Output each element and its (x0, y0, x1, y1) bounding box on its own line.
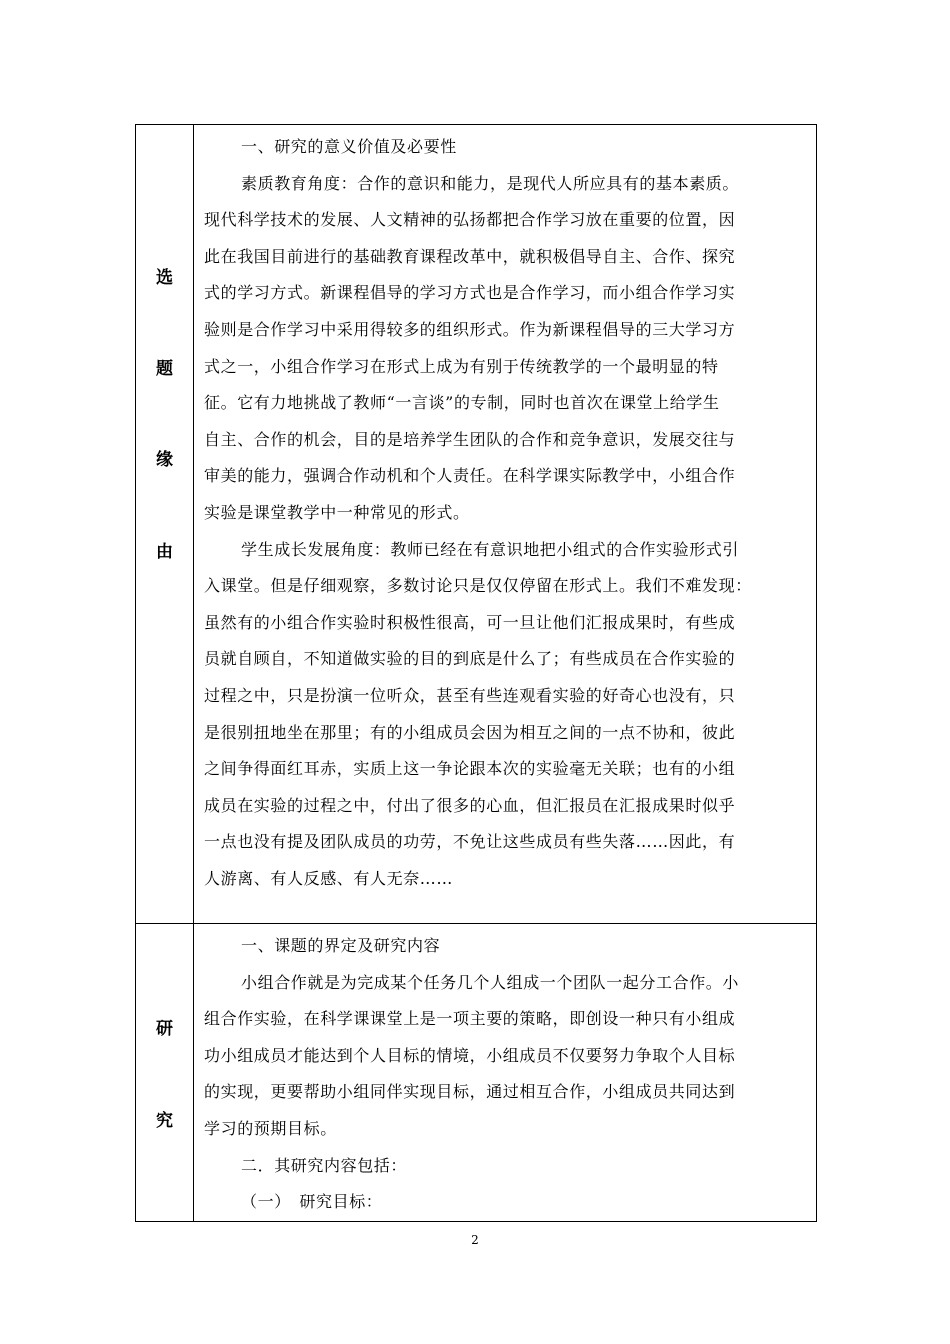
label-char: 究 (156, 1111, 173, 1131)
paragraph-line: 功小组成员才能达到个人目标的情境，小组成员不仅要努力争取个人目标 (204, 1045, 736, 1065)
paragraph-line: 现代科学技术的发展、人文精神的弘扬都把合作学习放在重要的位置，因 (204, 210, 736, 230)
paragraph-line: 员就自顾自，不知道做实验的目的到底是什么了；有些成员在合作实验的 (204, 649, 736, 669)
subsection-heading: （一） 研究目标： (241, 1192, 383, 1212)
content-cell-research (194, 924, 817, 1222)
paragraph-line: 是很别扭地坐在那里；有的小组成员会因为相互之间的一点不协和，彼此 (204, 722, 736, 742)
paragraph-line: 式之一，小组合作学习在形式上成为有别于传统教学的一个最明显的特 (204, 356, 719, 376)
paragraph-line: 式的学习方式。新课程倡导的学习方式也是合作学习，而小组合作学习实 (204, 283, 736, 303)
label-char: 题 (156, 359, 173, 379)
paragraph-line: 学习的预期目标。 (204, 1118, 337, 1138)
paragraph-line: 组合作实验，在科学课课堂上是一项主要的策略，即创设一种只有小组成 (204, 1009, 736, 1029)
subsection-heading: 二．其研究内容包括： (241, 1155, 408, 1175)
table-row-topic-origin (136, 125, 817, 924)
table-row-research (136, 924, 817, 1222)
label-cell-research (136, 924, 194, 1222)
paragraph-line: 验则是合作学习中采用得较多的组织形式。作为新课程倡导的三大学习方 (204, 319, 736, 339)
paragraph-line: 小组合作就是为完成某个任务几个人组成一个团队一起分工合作。小 (241, 972, 740, 992)
paragraph-line: 审美的能力，强调合作动机和个人责任。在科学课实际教学中，小组合作 (204, 466, 736, 486)
document-table (135, 124, 817, 1222)
label-char: 选 (156, 268, 173, 288)
paragraph-line: 自主、合作的机会，目的是培养学生团队的合作和竞争意识，发展交往与 (204, 429, 736, 449)
paragraph-line: 入课堂。但是仔细观察，多数讨论只是仅仅停留在形式上。我们不难发现： (204, 576, 752, 596)
paragraph-line: 虽然有的小组合作实验时积极性很高，可一旦让他们汇报成果时，有些成 (204, 612, 736, 632)
paragraph-line: 征。它有力地挑战了教师“一言谈”的专制，同时也首次在课堂上给学生 (204, 393, 720, 413)
paragraph-line: 的实现，更要帮助小组同伴实现目标，通过相互合作，小组成员共同达到 (204, 1082, 736, 1102)
paragraph-line: 成员在实验的过程之中，付出了很多的心血，但汇报员在汇报成果时似乎 (204, 795, 736, 815)
label-char: 由 (156, 542, 173, 562)
paragraph-line: 此在我国目前进行的基础教育课程改革中，就积极倡导自主、合作、探究 (204, 246, 736, 266)
paragraph-line: 一点也没有提及团队成员的功劳，不免让这些成员有些失落……因此，有 (204, 832, 736, 852)
section-heading: 一、课题的界定及研究内容 (241, 936, 441, 955)
paragraph-line: 素质教育角度：合作的意识和能力，是现代人所应具有的基本素质。 (241, 173, 740, 193)
label-char: 研 (156, 1019, 173, 1039)
paragraph-line: 学生成长发展角度：教师已经在有意识地把小组式的合作实验形式引 (241, 539, 740, 559)
label-char: 缘 (156, 450, 173, 470)
paragraph-line: 之间争得面红耳赤，实质上这一争论跟本次的实验毫无关联；也有的小组 (204, 759, 736, 779)
content-cell-topic-origin (194, 125, 817, 924)
paragraph-line: 人游离、有人反感、有人无奈…… (204, 868, 454, 888)
paragraph-line: 实验是课堂教学中一种常见的形式。 (204, 502, 470, 522)
page-number: 2 (471, 1233, 479, 1247)
label-cell-topic-origin (136, 125, 194, 924)
paragraph-line: 过程之中，只是扮演一位听众，甚至有些连观看实验的好奇心也没有，只 (204, 685, 736, 705)
section-heading: 一、研究的意义价值及必要性 (241, 137, 457, 156)
